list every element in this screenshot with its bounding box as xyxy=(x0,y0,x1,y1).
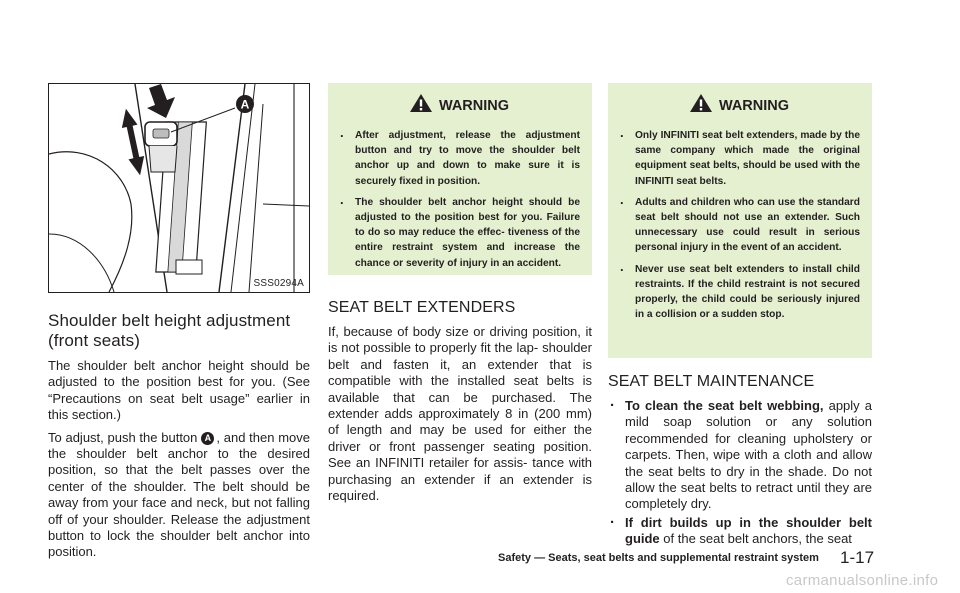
extenders-paragraph: If, because of body size or driving position, it is not possible to properly fit the lap- shoulder belt and fasten it, an extender that is compatible with the installed seat belts is available that can be purchased. The extender adds approximately 8 in (200 mm) of length and may be used for either the driver or front passenger seating position. See an INFINITI retailer for assis- tance with purchasing an extender if an extender is required. xyxy=(328,324,592,504)
extenders-heading: SEAT BELT EXTENDERS xyxy=(328,299,516,316)
warning-title: WARNING xyxy=(718,98,790,114)
watermark: carmanualsonline.info xyxy=(786,572,939,589)
maintenance-list xyxy=(608,398,872,548)
warning-item: . After adjustment, release the adjustment button and try to move the shoulder belt anchor up and down to make sure it is securely fixed in position. xyxy=(338,128,580,189)
warning-title: WARNING xyxy=(438,98,510,114)
warning-list xyxy=(338,128,580,271)
warning-box-extenders xyxy=(608,83,872,358)
shoulder-belt-paragraph-1: The shoulder belt anchor height should be adjusted to the position best for you. (See “Precautions on seat belt usage” earlier in this section.) xyxy=(48,358,310,423)
column-left xyxy=(48,83,310,567)
figure-caption: SSS0294A xyxy=(253,278,304,289)
page-number: 1-17 xyxy=(840,548,875,567)
warning-list xyxy=(618,128,860,322)
warning-triangle-icon xyxy=(409,93,433,113)
warning-triangle-icon xyxy=(689,93,713,113)
figure-label-a: A xyxy=(240,97,250,112)
warning-item: . The shoulder belt anchor height should be adjusted to the position best for you. Failure to do so may reduce the effec- tiveness of the entire restraint system and increase the chance or severity of injury in an accident. xyxy=(338,195,580,271)
warning-box-adjustment xyxy=(328,83,592,275)
maintenance-item-bold: If dirt builds up in the shoulder belt guide xyxy=(625,514,872,547)
warning-header xyxy=(338,93,580,116)
maintenance-heading: SEAT BELT MAINTENANCE xyxy=(608,373,815,390)
warning-item: . Only INFINITI seat belt extenders, made by the same company which made the original equipment seat belts, should be used with the INFINITI seat belts. xyxy=(618,128,860,189)
column-right xyxy=(608,83,872,550)
maintenance-item xyxy=(608,515,872,548)
shoulder-belt-figure xyxy=(48,83,310,293)
maintenance-item-bold: To clean the seat belt webbing, xyxy=(625,398,824,413)
p2-text-after: , and then move the shoulder belt anchor to the desired position, so that the belt passes over the center of the shoulder. The belt should be away from your face and neck, but not falling off of your shoulder. Release the adjustment button to lock the shoulder belt anchor into position. xyxy=(48,429,310,560)
page-footer: Safety — Seats, seat belts and supplemental restraint system xyxy=(498,552,819,564)
shoulder-belt-paragraph-2 xyxy=(48,430,310,561)
maintenance-item xyxy=(608,398,872,513)
maintenance-item-text: of the seat belt anchors, the seat xyxy=(659,531,852,547)
column-middle xyxy=(328,83,592,510)
shoulder-belt-illustration xyxy=(49,84,309,292)
shoulder-belt-heading: Shoulder belt height adjustment (front seats) xyxy=(48,311,291,350)
warning-header xyxy=(618,93,860,116)
warning-item: . Adults and children who can use the standard seat belt should not use an extender. Such unnecessary use could result in serious personal injury in the event of an accident. xyxy=(618,195,860,256)
maintenance-item-text: apply a mild soap solution or any solution recommended for cleaning upholstery or carpets. Then, wipe with a cloth and allow the seat belts to dry in the shade. Do not allow the seat belts to retract until they are completely dry. xyxy=(625,398,872,512)
warning-item: . Never use seat belt extenders to install child restraints. If the child restraint is not secured properly, the child could be seriously injured in a collision or a sudden stop. xyxy=(618,262,860,323)
button-a-marker: A xyxy=(201,432,214,445)
p2-text-before: To adjust, push the button xyxy=(48,429,198,445)
